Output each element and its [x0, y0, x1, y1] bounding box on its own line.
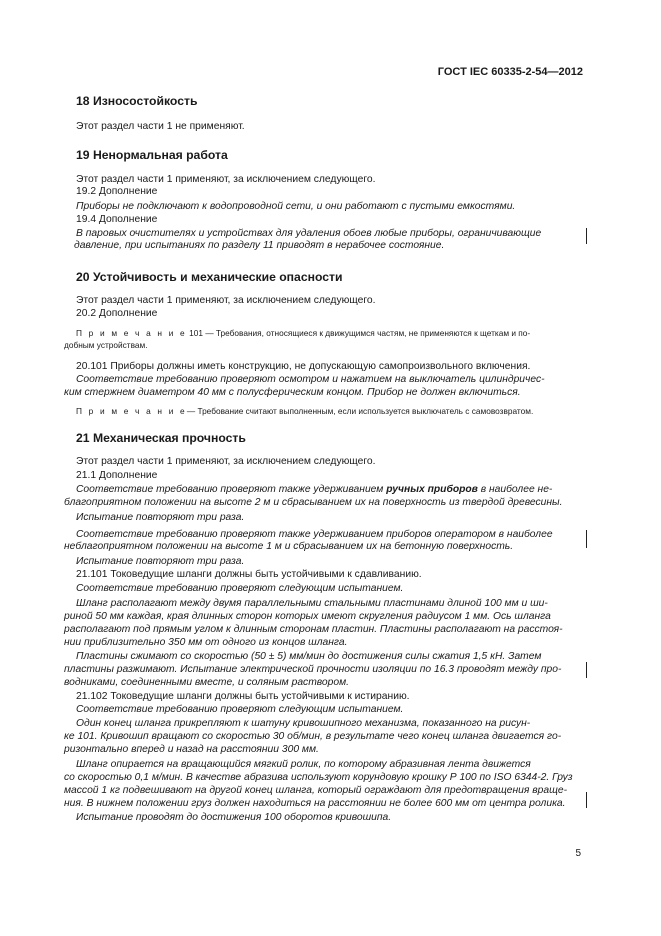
- paragraph: Соответствие требованию проверяют осмотром и нажатием на выключатель цилиндричес-: [76, 374, 545, 385]
- paragraph: массой 1 кг подвешивают на другой конец шланга, который ограждают для предотвращения враще-: [64, 785, 568, 796]
- paragraph: ке 101. Кривошип вращают со скоростью 30 об/мин, в результате чего конец шланга двигается го-: [64, 731, 562, 742]
- paragraph: Пластины сжимают со скоростью (50 ± 5) мм/мин до достижения силы сжатия 1,5 кН. Затем: [76, 651, 542, 662]
- note: [76, 406, 533, 416]
- paragraph: [76, 484, 552, 495]
- paragraph: Соответствие требованию проверяют следующим испытанием.: [76, 583, 404, 594]
- paragraph: Этот раздел части 1 не применяют.: [76, 121, 245, 132]
- paragraph: благоприятном положении на высоте 2 м и сбрасыванием их на поверхность из твердой древесины.: [64, 497, 563, 508]
- paragraph: давление, при испытаниях по разделу 11 приводят в нерабочее состояние.: [74, 240, 445, 251]
- text-run: Соответствие требованию проверяют также удерживанием: [76, 484, 387, 495]
- paragraph: 21.102 Токоведущие шланги должны быть устойчивыми к истиранию.: [76, 691, 410, 702]
- change-bar: [586, 228, 587, 244]
- paragraph: Этот раздел части 1 применяют, за исключением следующего.: [76, 456, 376, 467]
- paragraph: неблагоприятном положении на высоте 1 м и сбрасыванием их на бетонную поверхность.: [64, 541, 514, 552]
- note-label: П р и м е ч а н и е: [76, 328, 187, 338]
- paragraph: Этот раздел части 1 применяют, за исключением следующего.: [76, 174, 376, 185]
- section-heading: 18 Износостойкость: [76, 94, 198, 108]
- paragraph: пластины разжимают. Испытание электрической прочности изоляции по 16.3 проводят между про-: [64, 664, 562, 675]
- paragraph: водниками, соединенными вместе, и соляным раствором.: [64, 677, 350, 688]
- paragraph: со скоростью 0,1 м/мин. В качестве абразива используют корундовую крошку Р 100 по ISO 6344-2. Груз: [64, 772, 573, 783]
- change-bar: [586, 792, 587, 808]
- paragraph: нии приблизительно 350 мм от одного из концов шланга.: [64, 637, 348, 648]
- clause-label: 20.2 Дополнение: [76, 308, 158, 319]
- section-heading: 19 Ненормальная работа: [76, 148, 228, 162]
- change-bar: [586, 662, 587, 678]
- section-heading: 21 Механическая прочность: [76, 431, 246, 445]
- paragraph: Испытание повторяют три раза.: [76, 512, 245, 523]
- paragraph: Испытание проводят до достижения 100 оборотов кривошипа.: [76, 812, 392, 823]
- paragraph: ким стержнем диаметром 40 мм с полусферическим концом. Прибор не должен включиться.: [64, 387, 521, 398]
- paragraph: Один конец шланга прикрепляют к шатуну кривошипного механизма, показанного на рисун-: [76, 718, 531, 729]
- clause-label: 19.4 Дополнение: [76, 214, 158, 225]
- paragraph: Испытание повторяют три раза.: [76, 556, 245, 567]
- paragraph: ния. В нижнем положении груз должен находиться на расстоянии не более 600 мм от центра ролика.: [64, 798, 566, 809]
- note: [76, 328, 530, 338]
- paragraph: Соответствие требованию проверяют следующим испытанием.: [76, 704, 404, 715]
- paragraph: Приборы не подключают к водопроводной сети, и они работают с пустыми емкостями.: [76, 201, 516, 212]
- note-continuation: добным устройствам.: [64, 340, 148, 350]
- defined-term: ручных приборов: [386, 484, 478, 495]
- note-text: 101 — Требования, относящиеся к движущимся частям, не применяются к щеткам и по-: [189, 328, 531, 338]
- change-bar: [586, 530, 587, 548]
- section-heading: 20 Устойчивость и механические опасности: [76, 270, 343, 284]
- paragraph: риной 50 мм каждая, края длинных сторон которых имеют скругления радиусом 1 мм. Ось шланга: [64, 611, 551, 622]
- note-label: П р и м е ч а н и е: [76, 406, 187, 416]
- paragraph: ризонтально вперед и назад на расстоянии 300 мм.: [64, 744, 319, 755]
- paragraph: 20.101 Приборы должны иметь конструкцию, не допускающую самопроизвольного включения.: [76, 361, 531, 372]
- paragraph: В паровых очистителях и устройствах для удаления обоев любые приборы, ограничивающие: [76, 228, 542, 239]
- text-run: в наиболее не-: [477, 484, 553, 495]
- paragraph: 21.101 Токоведущие шланги должны быть устойчивыми к сдавливанию.: [76, 569, 422, 580]
- note-text: — Требование считают выполненным, если используется выключатель с самовозвратом.: [186, 406, 534, 416]
- standard-header: ГОСТ IEC 60335-2-54—2012: [437, 66, 583, 78]
- paragraph: Шланг располагают между двумя параллельными стальными пластинами длиной 100 мм и ши-: [76, 598, 548, 609]
- clause-label: 21.1 Дополнение: [76, 470, 158, 481]
- page-number: 5: [575, 848, 581, 859]
- paragraph: Шланг опирается на вращающийся мягкий ролик, по которому абразивная лента движется: [76, 759, 531, 770]
- paragraph: располагают под прямым углом к длинным сторонам пластин. Пластины располагают на расстоя-: [64, 624, 563, 635]
- paragraph: Этот раздел части 1 применяют, за исключением следующего.: [76, 295, 376, 306]
- clause-label: 19.2 Дополнение: [76, 186, 158, 197]
- paragraph: Соответствие требованию проверяют также удерживанием приборов оператором в наиболее: [76, 529, 553, 540]
